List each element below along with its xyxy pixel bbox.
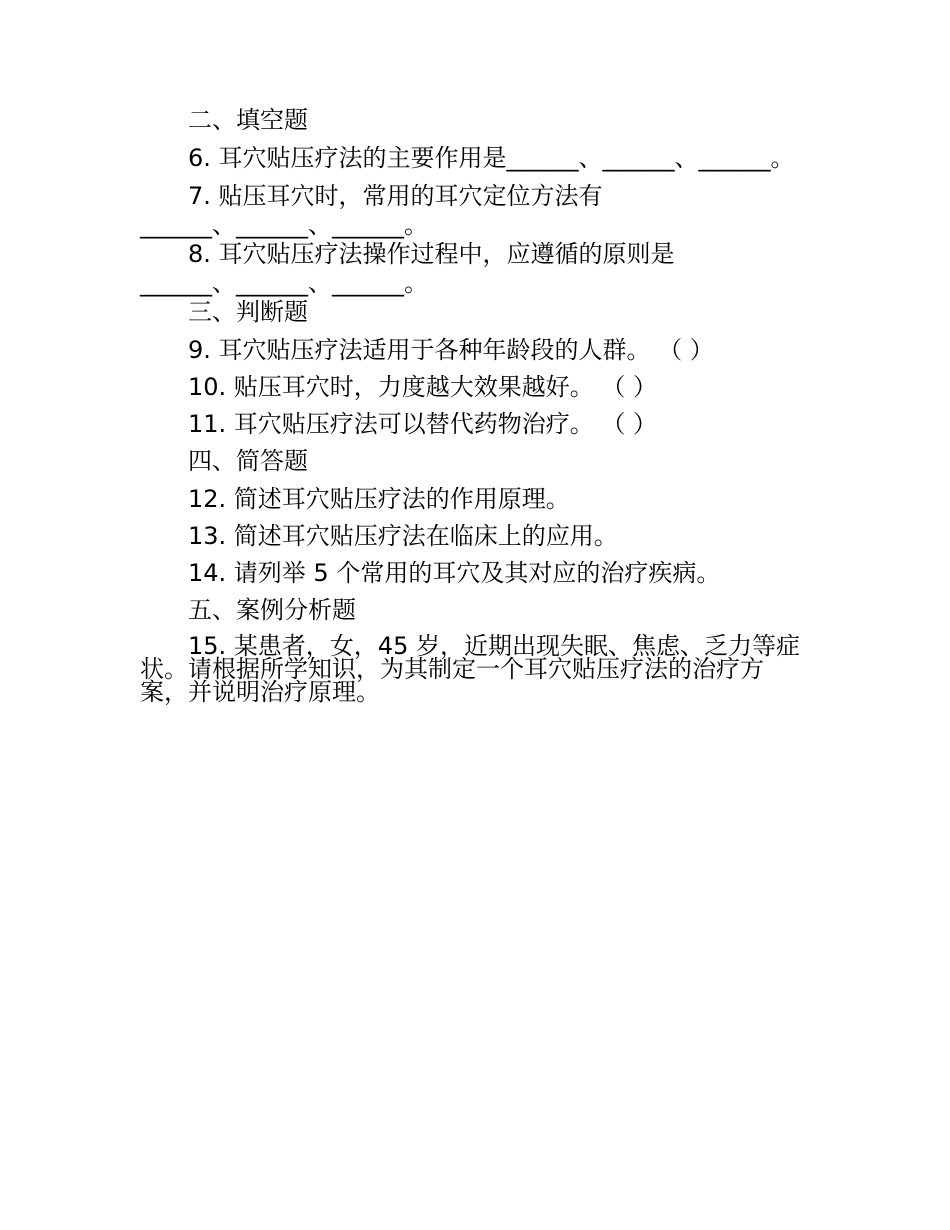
question-10: 10. 贴压耳穴时，力度越大效果越好。 （ ）: [188, 373, 658, 401]
question-7-line-1: 7. 贴压耳穴时，常用的耳穴定位方法有: [188, 182, 603, 210]
section-heading-fill-blank: 二、填空题: [188, 106, 308, 134]
question-14: 14. 请列举 5 个常用的耳穴及其对应的治疗疾病。: [188, 559, 721, 587]
question-7-line-2: ______、______、______。: [140, 211, 428, 239]
question-8-line-2: ______、______、______。: [140, 269, 428, 297]
section-heading-case-analysis: 五、案例分析题: [188, 596, 356, 624]
question-6: 6. 耳穴贴压疗法的主要作用是______、______、______。: [188, 144, 795, 172]
question-15-line-3: 案，并说明治疗原理。: [140, 678, 380, 706]
question-11: 11. 耳穴贴压疗法可以替代药物治疗。 （ ）: [188, 410, 658, 438]
question-8-line-1: 8. 耳穴贴压疗法操作过程中，应遵循的原则是: [188, 240, 675, 268]
question-9: 9. 耳穴贴压疗法适用于各种年龄段的人群。 （ ）: [188, 336, 714, 364]
question-15-line-2: 状。请根据所学知识，为其制定一个耳穴贴压疗法的治疗方: [140, 655, 764, 683]
question-15-line-1: 15. 某患者，女，45 岁，近期出现失眠、焦虑、乏力等症: [188, 632, 800, 660]
section-heading-judgement: 三、判断题: [188, 298, 308, 326]
question-12: 12. 简述耳穴贴压疗法的作用原理。: [188, 485, 570, 513]
section-heading-short-answer: 四、简答题: [188, 447, 308, 475]
question-13: 13. 简述耳穴贴压疗法在临床上的应用。: [188, 522, 618, 550]
